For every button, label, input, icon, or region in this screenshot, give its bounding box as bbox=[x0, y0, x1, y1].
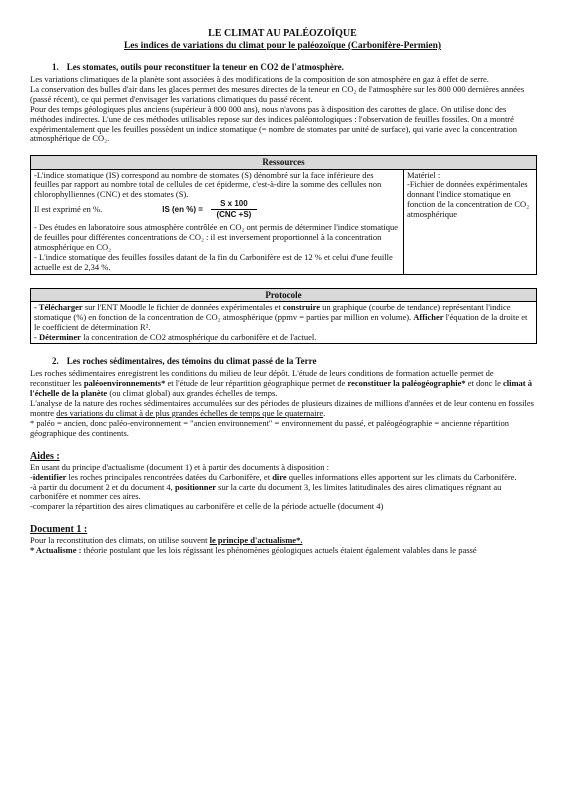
s2p2-b: . bbox=[323, 408, 326, 419]
resources-unit-text: Il est exprimé en %. bbox=[34, 203, 103, 214]
s2p1-paleoenvironments: paléoenvironnements* bbox=[83, 378, 166, 389]
aides-i1-a: les roches principales rencontrées datées du Carbonifère, et bbox=[66, 471, 273, 482]
aides-i2-a: -à partir du document 2 et du document 4, bbox=[30, 481, 175, 492]
aides-verb-identify: identifier bbox=[32, 471, 67, 482]
page-title: LE CLIMAT AU PALÉOZOÏQUE bbox=[208, 28, 357, 39]
aides-item-3: -comparer la répartition des aires climatiques au carbonifère et celle de la période actuelle (document 4) bbox=[30, 501, 384, 512]
resources-stomatal-index-definition: -L'indice stomatique (IS) correspond au nombre de stomates (S) dénombré sur la face inférieure des feuilles par rapport au nombre total de cellules de cet épiderme, c'est-à-dire la somme des cellules non chlorophylliennes (CNC) et des stomates (S). bbox=[34, 169, 382, 200]
aides-i1-b: quelles informations elles apportent sur les climats du Carbonifère. bbox=[286, 471, 517, 482]
section-2-footnote: * paléo = ancien, donc paléo-environnement = "ancien environnement" = environnement du passé, et paléogéographie = ancienne répartition géographique des continents. bbox=[30, 417, 510, 438]
document-1-heading: Document 1 : bbox=[30, 524, 88, 536]
section-2-heading bbox=[30, 356, 535, 367]
aides-intro: En usant du principe d'actualisme (document 1) et à partir des documents à disposition : bbox=[30, 461, 329, 472]
section-1-paragraph-2: La conservation des bulles d'air dans les glaces permet des mesures directes de la teneur en CO₂ de l'atmosphère sur les 800 000 dernières années (passé récent), ce qui permet d'envisager les variations climatiques du passé récent. bbox=[30, 83, 525, 104]
doc1-actualism-principle: le principe d'actualisme*. bbox=[209, 535, 303, 546]
doc1-p1-a: Pour la reconstitution des climats, on utilise souvent bbox=[30, 535, 210, 546]
resources-left-cell bbox=[31, 169, 404, 274]
protocol-verb-determine: - Déterminer bbox=[34, 331, 81, 342]
s2p2-underlined: des variations du climat à de plus grandes échelles de temps que le quaternaire bbox=[56, 408, 324, 419]
formula-fraction bbox=[211, 200, 257, 219]
resources-table bbox=[30, 155, 537, 274]
protocol-step-2-text: la concentration de CO2 atmosphérique du carbonifère et de l'actuel. bbox=[80, 331, 317, 342]
section-1-title: Les stomates, outils pour reconstituer la teneur en CO2 de l'atmosphère. bbox=[66, 62, 344, 72]
protocol-verb-build: construire bbox=[282, 301, 320, 312]
aides-i2-b: sur la carte du document 3, les limites latitudinales des aires climatiques régnant au carbonifère et nommer ces aires. bbox=[30, 481, 502, 502]
s2p2-a: L'analyse de la nature des roches sédimentaires accumulées sur des périodes de plusieurs dizaines de millions d'années et de leur contenu en fossiles montre bbox=[30, 398, 534, 419]
page-subtitle: Les indices de variations du climat pour le paléozoïque (Carbonifère-Permien) bbox=[123, 41, 442, 51]
doc1-actualism-definition: théorie postulant que les lois régissant les phénomènes géologiques actuels étaient également valables dans le passé bbox=[81, 545, 477, 556]
protocol-step-1-text-c: l'équation de la droite et le coefficient de détermination R². bbox=[34, 311, 528, 332]
protocol-step-2 bbox=[34, 333, 533, 343]
formula-denominator: (CNC +S) bbox=[216, 210, 252, 220]
materials-label: Matériel : bbox=[407, 169, 441, 180]
aides-item-2 bbox=[30, 483, 535, 503]
section-1-heading bbox=[30, 62, 535, 73]
s2p1-c: et l'étude de leur répartition géographique permet de bbox=[165, 378, 348, 389]
resources-right-cell bbox=[404, 169, 537, 274]
section-1-number: 1. bbox=[52, 62, 59, 72]
aides-verb-say: dire bbox=[272, 471, 287, 482]
protocol-step-1 bbox=[34, 303, 533, 333]
aides-item-1: -identifier les roches principales rencontrées datées du Carbonifère, et dire quelles informations elles apportent sur les climats du Carbonifère. bbox=[30, 471, 517, 482]
section-2-paragraph-1 bbox=[30, 369, 535, 399]
s2p1-e: (ou climat global) aux grandes échelles de temps. bbox=[107, 388, 278, 399]
formula-numerator: S x 100 bbox=[220, 199, 248, 209]
section-1-paragraph-3: Pour des temps géologiques plus anciens (supérieur à 800 000 ans), nous n'avons pas à disposition des carottes de glace. On utilise donc des méthodes indirectes. L'une de ces méthodes utilisables repose sur des indices paléontologiques : l'observation de feuilles fossiles. On a montré expérimentalement que les feuilles possèdent un indice stomatique (= nombre de stomates par unité de surface), qui varie avec la concentration atmosphérique de CO₂. bbox=[30, 103, 517, 144]
section-2-number: 2. bbox=[52, 356, 59, 367]
aides-heading: Aides : bbox=[30, 450, 60, 462]
section-2-paragraph-2 bbox=[30, 399, 535, 419]
protocol-verb-display: Afficher bbox=[413, 311, 444, 322]
resources-lab-studies: - Des études en laboratoire sous atmosphère contrôlée en CO₂ ont permis de déterminer l'indice stomatique de feuilles pour différentes concentrations de CO₂ : il est inversement proportionnel à la concentration atmosphérique en CO₂ bbox=[34, 222, 398, 253]
materials-text: -Fichier de données expérimentales donnant l'indice stomatique en fonction de la concentration de CO₂ atmosphérique bbox=[407, 179, 530, 220]
stomatal-index-formula bbox=[162, 200, 257, 219]
protocol-cell bbox=[31, 301, 537, 344]
protocol-verb-download: - Télécharger bbox=[34, 301, 83, 312]
protocol-step-1-text-a: sur l'ENT Moodle le fichier de données expérimentales et bbox=[82, 301, 283, 312]
s2p1-paleogeography: reconstituer la paléogéographie* bbox=[347, 378, 466, 389]
section-2-title: Les roches sédimentaires, des témoins du climat passé de la Terre bbox=[66, 356, 317, 367]
protocol-step-1-text-b: un graphique (courbe de tendance) représentant l'indice stomatique (%) en fonction de la concentration de CO₂ atmosphérique (ppmv = parties par million en volume). bbox=[34, 301, 511, 322]
protocol-header: Protocole bbox=[31, 288, 537, 301]
resources-header: Ressources bbox=[31, 156, 537, 169]
resources-fossil-values: - L'indice stomatique des feuilles fossiles datant de la fin du Carbonifère est de 12 % et celui d'une feuille actuelle est de 2,34 %. bbox=[34, 251, 393, 272]
formula-line bbox=[34, 200, 400, 219]
document-1-paragraph-2 bbox=[30, 546, 535, 556]
formula-lhs: IS (en %) = bbox=[162, 204, 203, 214]
protocol-table bbox=[30, 288, 537, 345]
s2p1-a: Les roches sédimentaires enregistrent les conditions du milieu de leur dépôt. L'étude de leurs conditions de formation actuelle permet de reconstituer les bbox=[30, 368, 494, 389]
s2p1-global-climate: climat à l'échelle de la planète bbox=[30, 378, 533, 399]
s2p1-d: et donc le bbox=[465, 378, 503, 389]
doc1-actualism-term: * Actualisme : bbox=[30, 545, 82, 556]
section-1-paragraph-1: Les variations climatiques de la planète sont associées à des modifications de la composition de son atmosphère en gaz à effet de serre. bbox=[30, 74, 489, 84]
aides-verb-position: positionner bbox=[174, 481, 217, 492]
